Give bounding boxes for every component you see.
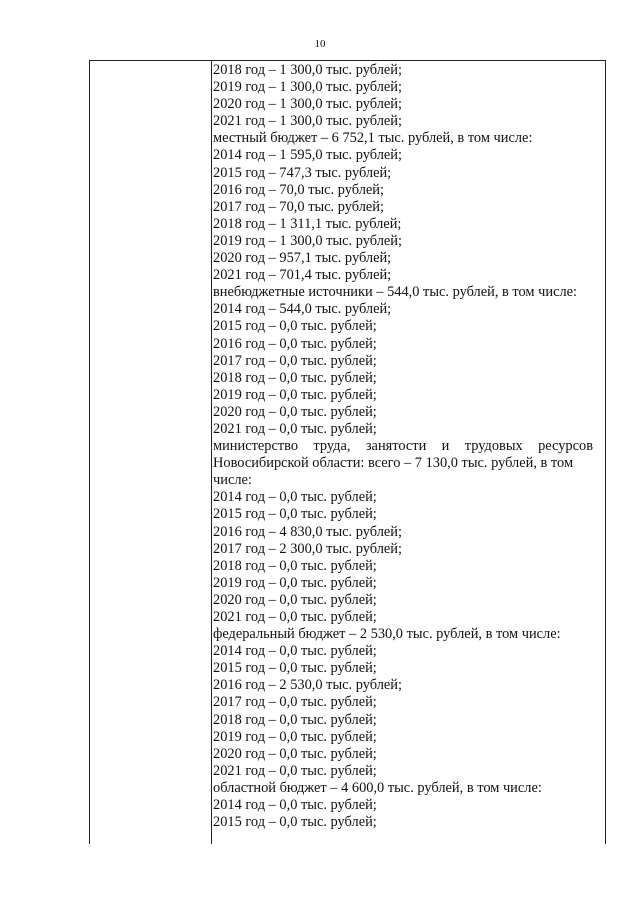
text-line: 2015 год – 747,3 тыс. рублей; [213,164,392,181]
text-line: 2021 год – 701,4 тыс. рублей; [213,267,392,284]
text-line: 2018 год – 0,0 тыс. рублей; [213,369,377,386]
text-line: местный бюджет – 6 752,1 тыс. рублей, в том числе: [213,130,533,147]
text-line: 2021 год – 0,0 тыс. рублей; [213,609,377,625]
text-line: 2018 год – 0,0 тыс. рублей; [213,557,377,574]
text-line: федеральный бюджет – 2 530,0 тыс. рублей, в том числе: [213,626,561,643]
text-line: 2020 год – 0,0 тыс. рублей; [213,403,377,420]
text-line: 2014 год – 1 595,0 тыс. рублей; [213,147,402,164]
text-line: 2019 год – 0,0 тыс. рублей; [213,386,377,403]
funding-table [89,60,606,844]
text-line: 2016 год – 2 530,0 тыс. рублей; [213,677,402,694]
text-line: 2021 год – 0,0 тыс. рублей; [213,420,377,437]
text-line: 2015 год – 0,0 тыс. рублей; [213,660,377,677]
text-line: Новосибирской области: всего – 7 130,0 тыс. рублей, в том [213,455,574,472]
text-line: 2021 год – 0,0 тыс. рублей; [213,762,377,779]
text-line: министерство труда, занятости и трудовых ресурсов [213,438,593,455]
text-line: числе: [213,472,252,489]
text-line: 2017 год – 70,0 тыс. рублей; [213,198,384,215]
text-line: 2018 год – 0,0 тыс. рублей; [213,711,377,728]
text-line: 2021 год – 1 300,0 тыс. рублей; [213,113,402,130]
text-line: 2020 год – 0,0 тыс. рублей; [213,591,377,608]
text-line: 2020 год – 1 300,0 тыс. рублей; [213,96,402,113]
text-line: 2018 год – 1 311,1 тыс. рублей; [213,215,402,232]
text-line: 2017 год – 2 300,0 тыс. рублей; [213,540,402,557]
text-line: 2017 год – 0,0 тыс. рублей; [213,352,377,369]
text-line: 2019 год – 1 300,0 тыс. рублей; [213,79,402,96]
text-line: 2014 год – 0,0 тыс. рублей; [213,489,377,506]
text-line: 2017 год – 0,0 тыс. рублей; [213,694,377,711]
text-line: 2018 год – 1 300,0 тыс. рублей; [213,62,402,78]
text-line: 2019 год – 1 300,0 тыс. рублей; [213,232,402,249]
text-line: 2019 год – 0,0 тыс. рублей; [213,574,377,591]
table-right-column [213,62,593,831]
text-line: 2014 год – 0,0 тыс. рублей; [213,643,377,660]
text-line: 2015 год – 0,0 тыс. рублей; [213,506,377,523]
text-line: 2014 год – 0,0 тыс. рублей; [213,797,377,814]
table-left-column [90,61,212,844]
text-line: внебюджетные источники – 544,0 тыс. рублей, в том числе: [213,284,578,301]
text-line: 2020 год – 957,1 тыс. рублей; [213,250,392,267]
text-line: 2020 год – 0,0 тыс. рублей; [213,745,377,762]
text-line: 2015 год – 0,0 тыс. рублей; [213,814,377,831]
text-line: 2019 год – 0,0 тыс. рублей; [213,728,377,745]
text-line: 2016 год – 0,0 тыс. рублей; [213,335,377,352]
text-line: 2014 год – 544,0 тыс. рублей; [213,301,392,318]
text-line: 2016 год – 70,0 тыс. рублей; [213,181,384,198]
text-line: 2016 год – 4 830,0 тыс. рублей; [213,523,402,540]
text-line: областной бюджет – 4 600,0 тыс. рублей, в том числе: [213,779,542,796]
page-number: 10 [314,38,326,50]
text-line: 2015 год – 0,0 тыс. рублей; [213,318,377,335]
